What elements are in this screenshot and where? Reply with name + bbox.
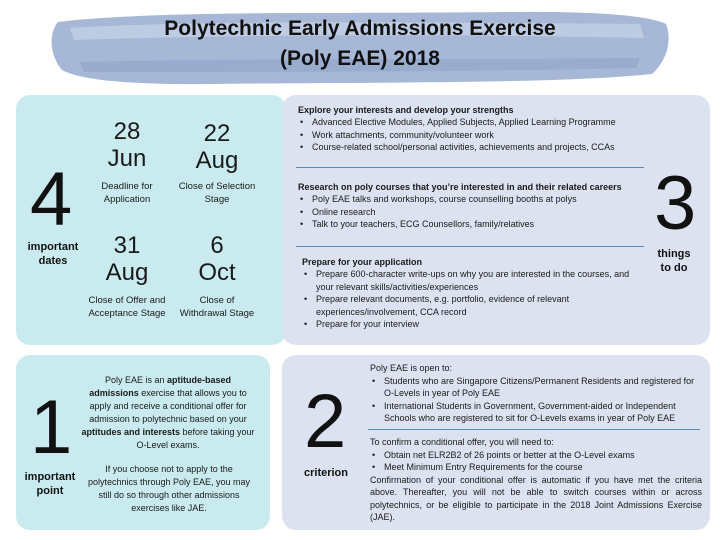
confirmation-section xyxy=(370,436,702,524)
eligibility-section xyxy=(370,362,702,425)
section-title: Explore your interests and develop your strengths xyxy=(298,105,514,115)
todo-section-research xyxy=(298,181,648,231)
date-selection-close xyxy=(162,120,272,206)
bullet-list xyxy=(298,116,648,154)
list-item: • Advanced Elective Modules, Applied Subjects, Applied Learning Programme xyxy=(298,116,648,129)
date-day: 28 xyxy=(113,118,141,145)
divider xyxy=(296,246,644,247)
section-title: Research on poly courses that you’re interested in and their related careers xyxy=(298,182,622,192)
list-item: • International Students in Government, Government-aided or Independent Schools who are registered to sit for O-Levels exams in year of Poly EAE xyxy=(370,400,702,425)
list-item: • Online research xyxy=(298,206,648,219)
list-item: • Prepare for your interview xyxy=(302,318,644,331)
confirmation-intro: To confirm a conditional offer, you will need to: xyxy=(370,437,554,447)
date-caption: Close of Selection Stage xyxy=(178,181,256,205)
criterion-label: criterion xyxy=(303,467,348,479)
point-label: important point xyxy=(24,471,76,497)
confirmation-note: Confirmation of your conditional offer is automatic if you have met the criteria above. Thereafter, you will not be able to switch courses within or across polytechnics, or be eligible to participate in the 2018 Joint Admissions Exercise (JAE). xyxy=(370,474,702,522)
list-item: • Prepare relevant documents, e.g. portfolio, evidence of relevant experiences/involvement, CCA record xyxy=(302,293,644,318)
point-paragraph-1: Poly EAE is an aptitude-based admissions exercise that allows you to apply and receive a conditional offer for admission to polytechnic based on your aptitudes and interests before taking your O-Level exams. xyxy=(81,375,255,450)
date-withdrawal-close xyxy=(162,232,272,320)
date-month: Jun xyxy=(107,145,147,172)
list-item: • Meet Minimum Entry Requirements for the course xyxy=(370,461,702,474)
date-caption: Close of Offer and Acceptance Stage xyxy=(88,295,166,319)
todo-label: things to do xyxy=(657,248,691,274)
bullet-list xyxy=(370,449,702,474)
todo-section-prepare xyxy=(302,256,644,331)
list-item: • Course-related school/personal activities, achievements and projects, CCAs xyxy=(298,141,648,154)
criterion-count: 2 xyxy=(304,379,347,464)
bullet-list xyxy=(298,193,648,231)
point-count: 1 xyxy=(30,385,73,470)
list-item: • Poly EAE talks and workshops, course counselling booths at polys xyxy=(298,193,648,206)
date-day: 22 xyxy=(203,120,231,147)
title-banner xyxy=(40,4,680,88)
list-item: • Students who are Singapore Citizens/Permanent Residents and registered for O-Levels in year of Poly EAE xyxy=(370,375,702,400)
date-day: 31 xyxy=(113,232,141,259)
date-caption: Close of Withdrawal Stage xyxy=(179,295,255,319)
date-caption: Deadline for Application xyxy=(101,181,153,205)
title-line-2: (Poly EAE) 2018 xyxy=(280,47,440,70)
list-item: • Prepare 600-character write-ups on why you are interested in the courses, and your relevant skills/activities/experiences xyxy=(302,268,644,293)
list-item: • Work attachments, community/volunteer work xyxy=(298,129,648,142)
dates-label: important dates xyxy=(27,241,79,267)
dates-count: 4 xyxy=(30,157,73,242)
date-month: Aug xyxy=(195,147,239,174)
date-month: Oct xyxy=(198,259,236,286)
bullet-list xyxy=(370,375,702,425)
page-title xyxy=(40,14,680,74)
eligibility-intro: Poly EAE is open to: xyxy=(370,363,453,373)
todo-count: 3 xyxy=(654,161,697,246)
bullet-list xyxy=(302,268,644,331)
todo-section-explore xyxy=(298,104,648,154)
point-paragraph-2: If you choose not to apply to the polytechnics through Poly EAE, you may still do so through other admissions exercises like JAE. xyxy=(87,464,251,513)
divider xyxy=(368,429,700,430)
title-line-1: Polytechnic Early Admissions Exercise xyxy=(164,17,556,40)
list-item: • Talk to your teachers, ECG Counsellors, family/relatives xyxy=(298,218,648,231)
list-item: • Obtain net ELR2B2 of 26 points or better at the O-Level exams xyxy=(370,449,702,462)
divider xyxy=(296,167,644,168)
date-day: 6 xyxy=(210,232,224,259)
date-month: Aug xyxy=(105,259,149,286)
section-title: Prepare for your application xyxy=(302,257,423,267)
